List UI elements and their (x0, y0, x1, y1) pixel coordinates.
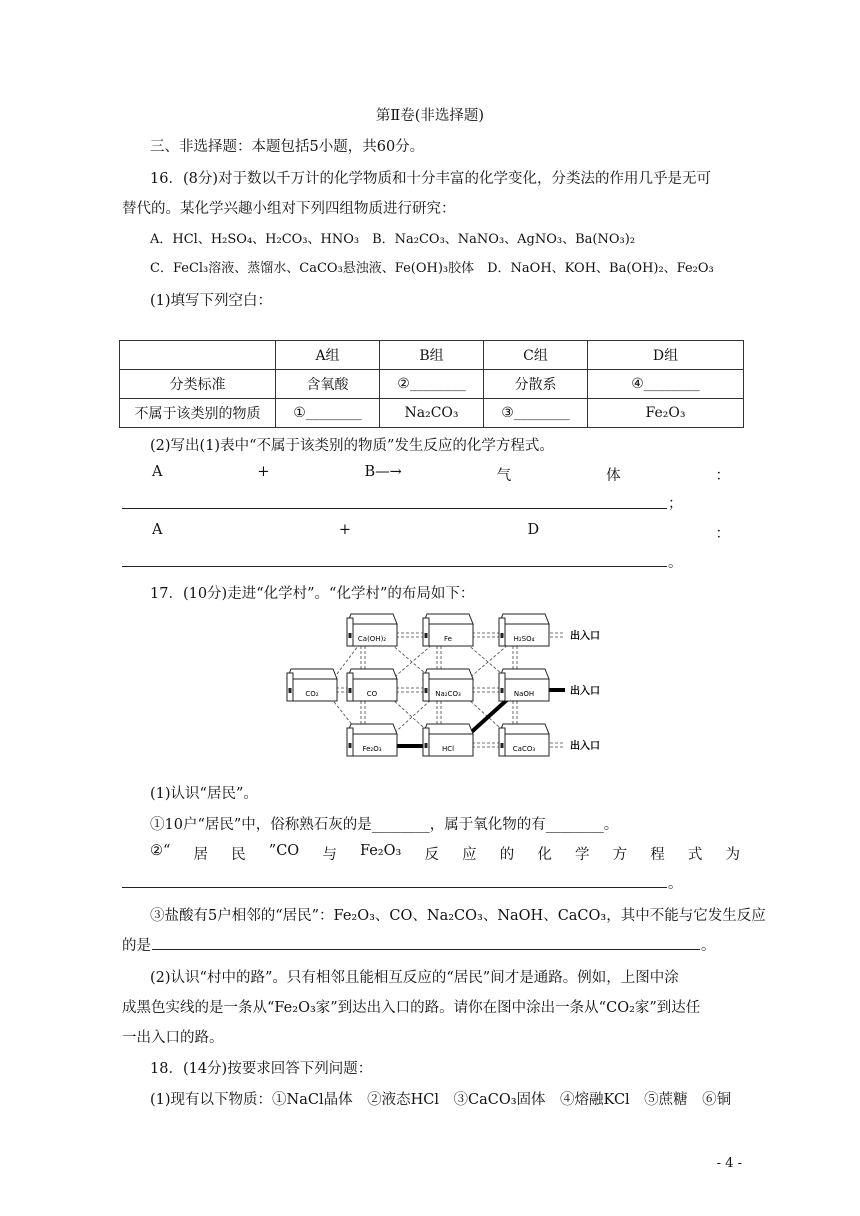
house-label: Fe₂O₃ (362, 745, 382, 753)
eq-token: 气 (496, 468, 512, 484)
text-token: 与 (322, 847, 337, 863)
item3-end: 。 (701, 938, 716, 954)
house-label: CO₂ (305, 690, 319, 698)
table-cell: 分类标准 (120, 370, 276, 399)
table-row (120, 399, 744, 428)
q16-sub2: (2)写出(1)表中“不属于该类别的物质”发生反应的化学方程式。 (150, 438, 554, 454)
house-icon (347, 669, 397, 701)
table-header-row (120, 341, 744, 370)
table-header-cell (120, 341, 276, 370)
text-token: 应 (462, 847, 477, 863)
text-token: 的 (499, 847, 515, 863)
q16-line1: 16．(8分)对于数以千万计的化学物质和十分丰富的化学变化，分类法的作用几乎是无可 (150, 171, 711, 187)
q17-sub2-line3: 一出入口的路。 (122, 1030, 224, 1046)
answer-line[interactable] (152, 949, 700, 950)
house-icon (423, 614, 473, 646)
table-cell[interactable]: ④________ (588, 370, 744, 399)
text-token: 式 (687, 847, 703, 863)
text-token: 居 (193, 847, 209, 863)
section-heading: 三、非选择题：本题包括5小题，共60分。 (150, 139, 425, 155)
equation2-prompt (152, 522, 730, 543)
table-cell[interactable]: ②________ (380, 370, 484, 399)
table-header-cell: D组 (588, 341, 744, 370)
table-cell: 不属于该类别的物质 (120, 399, 276, 428)
eq-token: D (527, 522, 540, 538)
q17-sub2-line1: (2)认识“村中的路”。只有相邻且能相互反应的“居民”间才是通路。例如，上图中涂 (150, 970, 679, 986)
q17-item2-prompt (150, 843, 740, 864)
exit-label: 出入口 (570, 631, 600, 642)
q18-line1: 18．(14分)按要求回答下列问题： (150, 1061, 373, 1077)
house-icon (499, 724, 549, 756)
text-token: 民 (231, 847, 246, 863)
table-cell: Na₂CO₃ (380, 399, 484, 428)
q17-item1: ①10户“居民”中，俗称熟石灰的是________，属于氧化物的有________。 (150, 817, 619, 833)
table-row (120, 370, 744, 399)
text-token: Fe₂O₃ (359, 843, 402, 859)
eq-token: A (152, 522, 163, 538)
answer-line[interactable] (122, 887, 667, 888)
eq1-end: ； (668, 496, 683, 512)
text-token: ”CO (268, 843, 300, 859)
eq2-end: 。 (668, 555, 683, 571)
text-token: 方 (612, 847, 628, 863)
exit-label: 出入口 (570, 741, 600, 752)
item2-end: 。 (668, 876, 683, 892)
eq-token: ： (715, 526, 730, 542)
answer-line[interactable] (122, 508, 667, 509)
q17-item3-line1: ③盐酸有5户相邻的“居民”：Fe₂O₃、CO、Na₂CO₃、NaOH、CaCO₃，其中不能与它发生反应 (150, 908, 766, 924)
q17-line1: 17．(10分)走进“化学村”。“化学村”的布局如下： (150, 586, 475, 602)
answer-line[interactable] (122, 566, 667, 567)
table-header-cell: A组 (276, 341, 380, 370)
eq-token: ： (715, 468, 730, 484)
eq-token: 体 (606, 468, 621, 484)
house-icon (423, 724, 473, 756)
house-icon (499, 669, 549, 701)
house-label: H₂SO₄ (513, 635, 535, 643)
chemistry-village-diagram[interactable] (283, 608, 643, 768)
table-cell: Fe₂O₃ (588, 399, 744, 428)
text-token: 反 (424, 847, 439, 863)
eq-token: A (152, 464, 163, 480)
text-token: 化 (537, 847, 552, 863)
house-icon (287, 669, 337, 701)
q18-line2: (1)现有以下物质：①NaCl晶体 ②液态HCl ③CaCO₃固体 ④熔融KCl ⑤蔗糖 ⑥铜 (150, 1092, 732, 1108)
house-icon (347, 614, 397, 646)
text-token: 学 (574, 847, 590, 863)
house-label: NaOH (513, 690, 535, 698)
equation1-prompt (152, 464, 730, 485)
eq-token: + (338, 522, 352, 538)
house-label: CO (366, 690, 378, 698)
q16-line2: 替代的。某化学兴趣小组对下列四组物质进行研究： (122, 201, 456, 217)
eq-token: + (257, 464, 270, 480)
part-title: 第Ⅱ卷(非选择题) (375, 108, 485, 124)
classification-table (119, 340, 744, 428)
text-token: ②“ (150, 843, 171, 859)
q17-sub2-line2: 成黑色实线的是一条从“Fe₂O₃家”到达出入口的路。请你在图中涂出一条从“CO₂家”到达任 (122, 1000, 701, 1016)
house-label: Fe (444, 635, 452, 643)
table-cell[interactable]: ①________ (276, 399, 380, 428)
q16-sub1: (1)填写下列空白： (150, 293, 273, 309)
house-label: Ca(OH)₂ (357, 635, 387, 643)
text-token: 程 (650, 847, 665, 863)
house-icon (423, 669, 473, 701)
q17-sub1: (1)认识“居民”。 (150, 786, 258, 802)
eq-token: B—→ (364, 464, 402, 480)
table-header-cell: B组 (380, 341, 484, 370)
house-label: Na₂CO₃ (435, 690, 461, 698)
q17-item3-line2: 的是 (122, 938, 151, 954)
table-cell: 含氧酸 (276, 370, 380, 399)
house-icon (499, 614, 549, 646)
house-icon (347, 724, 397, 756)
table-cell: 分散系 (484, 370, 588, 399)
house-label: HCl (441, 745, 455, 753)
table-cell[interactable]: ③________ (484, 399, 588, 428)
text-token: 为 (725, 847, 740, 863)
q16-groups-cd: C．FeCl₃溶液、蒸馏水、CaCO₃悬浊液、Fe(OH)₃胶体 D．NaOH、KOH、Ba(OH)₂、Fe₂O₃ (150, 261, 714, 276)
exit-label: 出入口 (570, 686, 600, 697)
table-header-cell: C组 (484, 341, 588, 370)
q16-groups-ab: A．HCl、H₂SO₄、H₂CO₃、HNO₃ B．Na₂CO₃、NaNO₃、AgNO₃、Ba(NO₃)₂ (150, 232, 636, 247)
house-label: CaCO₃ (512, 745, 536, 753)
page-number: - 4 - (716, 1156, 742, 1171)
